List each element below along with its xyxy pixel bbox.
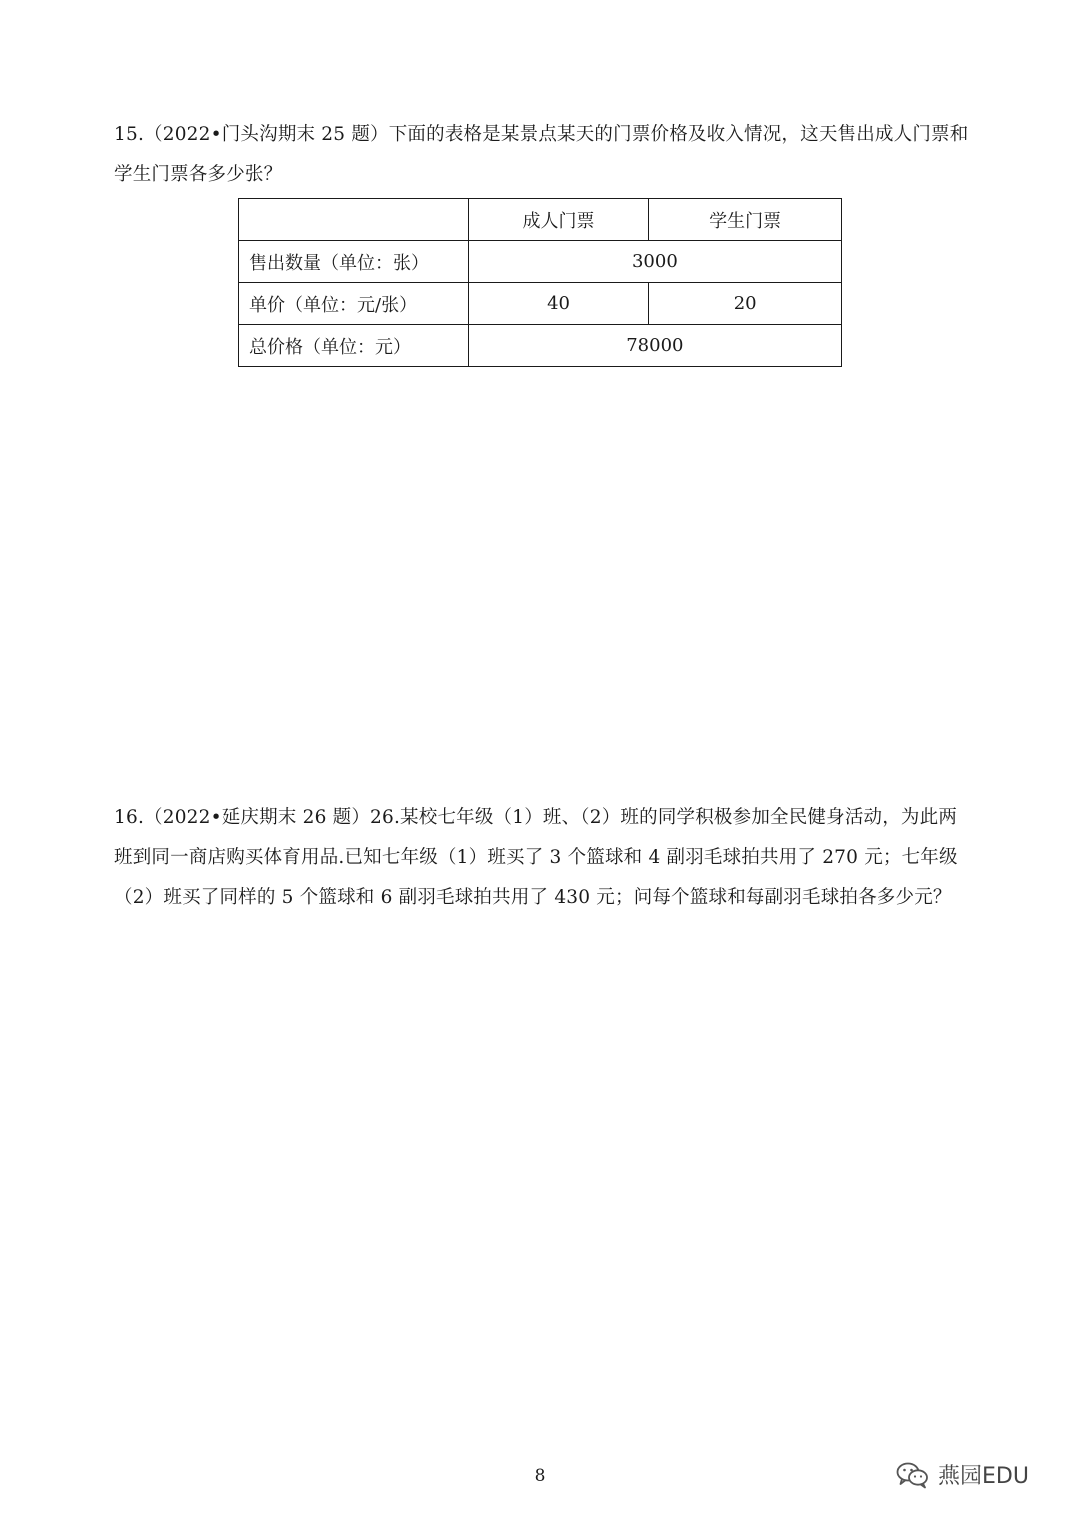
watermark (896, 1459, 1029, 1490)
table-header-student: 学生门票 (649, 199, 842, 241)
table-row-unit-price (239, 283, 842, 325)
row-label-total-price: 总价格（单位：元） (239, 325, 469, 367)
question-15-text: 15.（2022•门头沟期末 25 题）下面的表格是某景点某天的门票价格及收入情况，这天售出成人门票和学生门票各多少张？ (114, 124, 969, 185)
quantity-total-value: 3000 (468, 241, 841, 283)
table-header-row (239, 199, 842, 241)
watermark-text: 燕园EDU (938, 1464, 1029, 1489)
adult-unit-price: 40 (468, 283, 649, 325)
row-label-quantity: 售出数量（单位：张） (239, 241, 469, 283)
table-row-quantity (239, 241, 842, 283)
table-row-total-price (239, 325, 842, 367)
row-label-unit-price: 单价（单位：元/张） (239, 283, 469, 325)
table-header-adult: 成人门票 (468, 199, 649, 241)
table-header-empty (239, 199, 469, 241)
total-price-value: 78000 (468, 325, 841, 367)
question-16-text: 16.（2022•延庆期末 26 题）26.某校七年级（1）班、（2）班的同学积极参加全民健身活动，为此两班到同一商店购买体育用品.已知七年级（1）班买了 3 个篮球和 4 副羽毛球拍共用了 270 元；七年级（2）班买了同样的 5 个篮球和 6 副羽毛球拍共用了 430 元；问每个篮球和每副羽毛球拍各多少元？ (114, 807, 958, 908)
ticket-price-table (238, 198, 842, 367)
page-number: 8 (534, 1466, 546, 1486)
wechat-icon (896, 1461, 930, 1489)
student-unit-price: 20 (649, 283, 842, 325)
